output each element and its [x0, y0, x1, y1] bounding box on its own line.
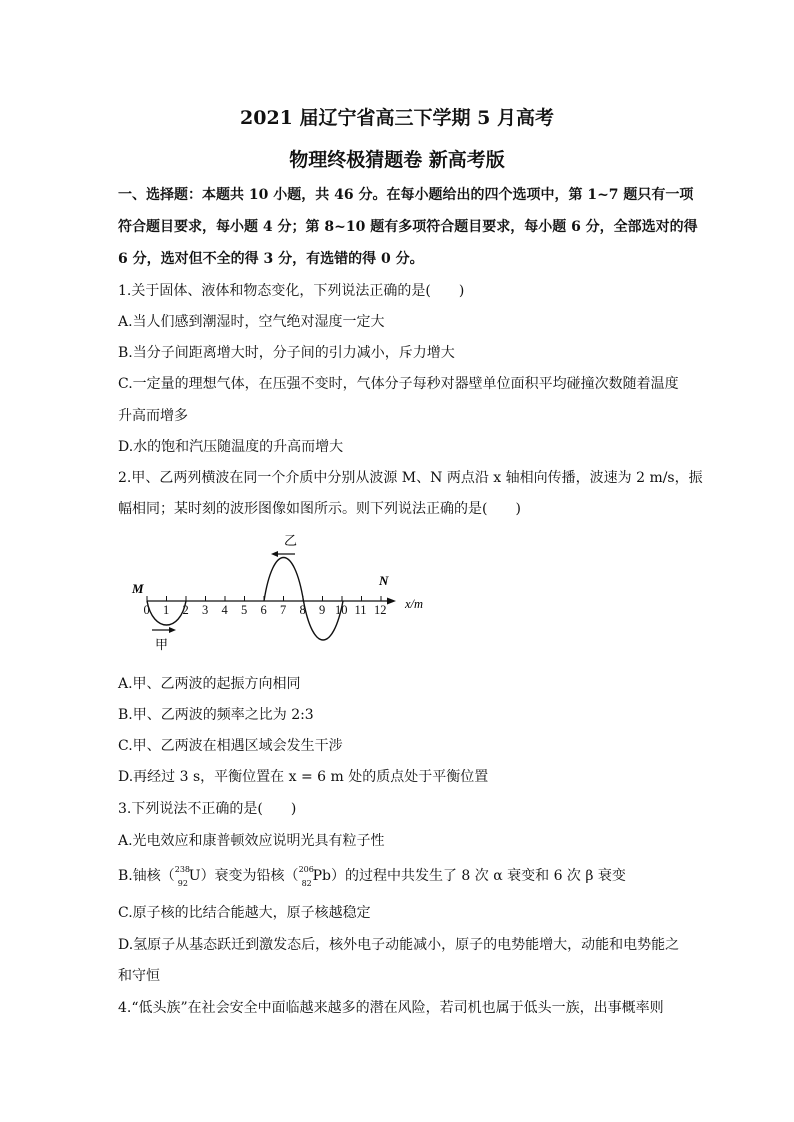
paper-title-line1: 2021 届辽宁省高三下学期 5 月高考 [240, 107, 554, 129]
tick-label: 8 [299, 603, 306, 617]
option-a: A.甲、乙两波的起振方向相同 [118, 676, 301, 692]
question-stem: 4.“低头族”在社会安全中面临越来越多的潜在风险，若司机也属于低头一族，出事概率则 [118, 1000, 664, 1016]
tick-label: 2 [182, 603, 189, 617]
tick-label: 11 [354, 603, 367, 617]
tick-label: 9 [319, 603, 326, 617]
question-stem: 2.甲、乙两列横波在同一个介质中分别从波源 M、N 两点沿 x 轴相向传播，波速为 2 m/s，振 [118, 470, 703, 486]
axis-label: x/m [405, 597, 424, 611]
option-b: B.甲、乙两波的频率之比为 2:3 [118, 707, 314, 723]
tick-label: 4 [221, 603, 228, 617]
tick-label: 0 [143, 603, 150, 617]
option-d: D.氢原子从基态跃迁到激发态后，核外电子动能减小，原子的电势能增大，动能和电势能之 [118, 937, 680, 953]
label-yi: 乙 [284, 533, 298, 548]
tick-labels [144, 603, 387, 617]
paper-title-line2: 物理终极猜题卷 新高考版 [289, 149, 505, 171]
option-d-cont: 和守恒 [118, 968, 160, 984]
question-stem-cont: 幅相同；某时刻的波形图像如图所示。则下列说法正确的是( ) [118, 501, 521, 517]
option-c: C.甲、乙两波在相遇区域会发生干涉 [118, 738, 343, 754]
tick-label: 1 [163, 603, 170, 617]
option-b-suffix: ）的过程中共发生了 8 次 α 衰变和 6 次 β 衰变 [330, 868, 626, 884]
uranium-atomic-number: 92 [177, 879, 188, 888]
lead-mass-number: 206 [298, 865, 314, 874]
wave-figure [128, 533, 438, 658]
option-a: A.当人们感到潮湿时，空气绝对湿度一定大 [118, 314, 385, 330]
option-b-mid: ）衰变为铅核（ [200, 868, 299, 884]
lead-symbol: Pb [312, 868, 331, 884]
option-c: C.原子核的比结合能越大，原子核越稳定 [118, 905, 371, 921]
lead-nuclide [298, 865, 331, 888]
uranium-mass-number: 238 [174, 865, 191, 874]
arrow-yi-head [271, 551, 278, 557]
option-b: B.当分子间距离增大时，分子间的引力减小，斥力增大 [118, 345, 455, 361]
x-axis-arrow [387, 598, 396, 605]
label-jia: 甲 [155, 637, 169, 652]
uranium-nuclide [174, 865, 201, 888]
question-stem: 3.下列说法不正确的是( ) [118, 801, 297, 817]
instruction-line: 一、选择题：本题共 10 小题，共 46 分。在每小题给出的四个选项中，第 1~7 题只有一项 [118, 187, 694, 203]
instruction-line: 6 分，选对但不全的得 3 分，有选错的得 0 分。 [118, 251, 424, 267]
option-c-cont: 升高而增多 [118, 408, 188, 424]
tick-label: 6 [260, 603, 267, 617]
option-c: C.一定量的理想气体，在压强不变时，气体分子每秒对器壁单位面积平均碰撞次数随着温度 [118, 376, 679, 392]
option-a: A.光电效应和康普顿效应说明光具有粒子性 [118, 833, 385, 849]
arrow-jia-head [169, 627, 176, 633]
option-d: D.再经过 3 s，平衡位置在 x = 6 m 处的质点处于平衡位置 [118, 769, 489, 785]
option-b-prefix: B.铀核（ [118, 868, 175, 884]
tick-label: 7 [280, 603, 287, 617]
label-m: M [132, 581, 144, 596]
option-b [118, 865, 626, 888]
tick-label: 3 [202, 603, 209, 617]
instruction-line: 符合题目要求，每小题 4 分；第 8~10 题有多项符合题目要求，每小题 6 分，全部选对的得 [118, 219, 698, 235]
wave-yi [264, 558, 343, 641]
lead-atomic-number: 82 [301, 879, 312, 888]
tick-label: 10 [335, 603, 348, 617]
tick-label: 12 [374, 603, 387, 617]
option-d: D.水的饱和汽压随温度的升高而增大 [118, 439, 344, 455]
question-stem: 1.关于固体、液体和物态变化，下列说法正确的是( ) [118, 283, 465, 299]
label-n: N [379, 573, 389, 588]
uranium-symbol: U [188, 868, 201, 884]
tick-label: 5 [241, 603, 248, 617]
